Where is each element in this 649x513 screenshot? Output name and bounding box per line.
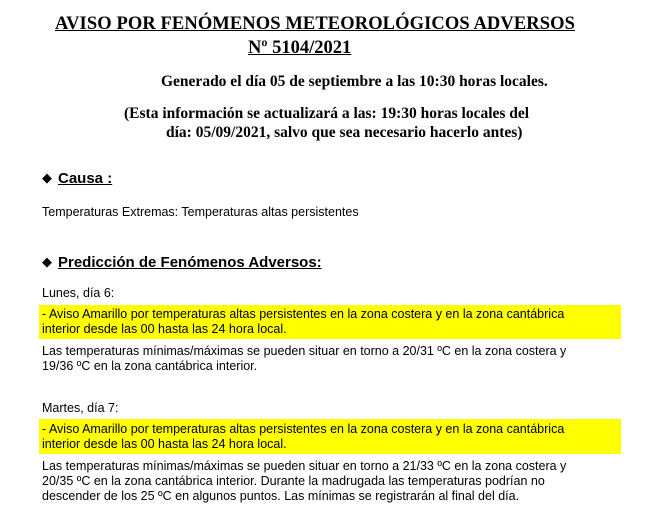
- day-label-monday: Lunes, día 6:: [42, 286, 115, 300]
- update-notice-line-2: día: 05/09/2021, salvo que sea necesario hacerlo antes): [166, 124, 523, 141]
- warning-number: Nº 5104/2021: [248, 38, 352, 58]
- page-title: AVISO POR FENÓMENOS METEOROLÓGICOS ADVERSOS: [55, 14, 575, 34]
- diamond-bullet-icon: ◆: [42, 254, 52, 269]
- warning-text-line: interior desde las 00 hasta las 24 hora local.: [42, 437, 287, 451]
- cause-text: Temperaturas Extremas: Temperaturas altas persistentes: [42, 205, 359, 219]
- forecast-text-line: Las temperaturas mínimas/máximas se pueden situar en torno a 21/33 ºC en la zona costera y: [42, 459, 567, 473]
- day-label-tuesday: Martes, día 7:: [42, 401, 119, 415]
- prediction-heading: [42, 254, 322, 271]
- update-notice-line-1: (Esta información se actualizará a las: 19:30 horas locales del: [124, 105, 530, 122]
- warning-text-line: interior desde las 00 hasta las 24 hora local.: [42, 322, 287, 336]
- cause-heading-label: Causa :: [58, 170, 113, 187]
- warning-text-line: - Aviso Amarillo por temperaturas altas persistentes en la zona costera y en la zona cantábrica: [42, 422, 565, 436]
- generated-date: Generado el día 05 de septiembre a las 10:30 horas locales.: [161, 73, 548, 90]
- forecast-text-line: 19/36 ºC en la zona cantábrica interior.: [42, 359, 258, 373]
- prediction-heading-label: Predicción de Fenómenos Adversos:: [58, 254, 322, 271]
- forecast-text-line: 20/35 ºC en la zona cantábrica interior. Durante la madrugada las temperaturas podrían no: [42, 474, 545, 488]
- diamond-bullet-icon: ◆: [42, 170, 52, 185]
- forecast-text-line: descender de los 25 ºC en algunos puntos. Las mínimas se registrarán al final del día.: [42, 489, 520, 503]
- cause-heading: [42, 170, 112, 187]
- warning-text-line: - Aviso Amarillo por temperaturas altas persistentes en la zona costera y en la zona cantábrica: [42, 307, 565, 321]
- forecast-text-line: Las temperaturas mínimas/máximas se pueden situar en torno a 20/31 ºC en la zona costera y: [42, 344, 567, 358]
